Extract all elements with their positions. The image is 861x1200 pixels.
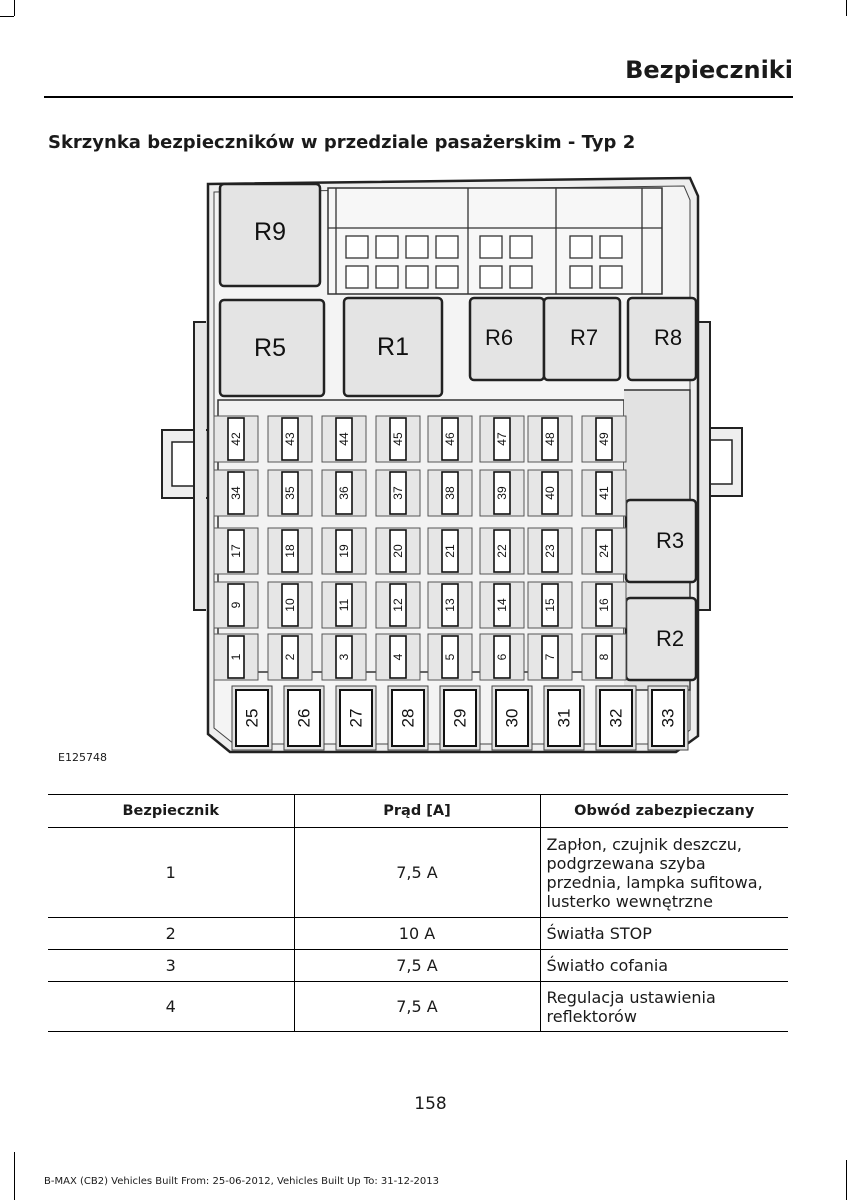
relay-r8-label: R8 <box>653 325 683 350</box>
fuse-28 <box>388 686 428 750</box>
fuse-23-label: 23 <box>543 544 557 558</box>
fuse-10 <box>268 582 312 628</box>
fuse-current: 10 A <box>294 918 540 950</box>
table-row <box>48 950 788 982</box>
fuse-23 <box>528 528 572 574</box>
relay-r6-label: R6 <box>484 325 514 350</box>
fuse-circuit-line: reflektorów <box>546 1006 637 1026</box>
fuse-circuit <box>540 918 788 950</box>
fuse-circuit-line: Światło cofania <box>546 956 669 975</box>
fuse-8-label: 8 <box>597 653 611 661</box>
fuse-24-label: 24 <box>597 544 611 558</box>
fuse-48-label: 48 <box>543 432 557 446</box>
fuse-11 <box>322 582 366 628</box>
fuse-39 <box>480 470 524 516</box>
fuse-7 <box>528 634 572 680</box>
fuse-37-label: 37 <box>391 486 405 500</box>
fuse-26-label: 26 <box>294 708 314 728</box>
fuse-circuit-line: podgrzewana szyba <box>546 853 706 873</box>
fuse-8 <box>582 634 626 680</box>
fuse-number: 1 <box>48 828 294 918</box>
fuse-44 <box>322 416 366 462</box>
relay-r8 <box>628 298 696 380</box>
relay-r5-label: R5 <box>254 334 286 362</box>
fuse-14 <box>480 582 524 628</box>
relay-r6 <box>470 298 544 380</box>
fuse-circuit-line: lusterko wewnętrzne <box>546 891 713 911</box>
fuse-17-label: 17 <box>229 544 243 558</box>
fuse-40 <box>528 470 572 516</box>
fuse-47-label: 47 <box>495 432 509 446</box>
fuse-current: 7,5 A <box>294 950 540 982</box>
fuse-42 <box>214 416 258 462</box>
fuse-35-label: 35 <box>283 486 297 500</box>
table-row <box>48 828 788 918</box>
footer-vehicle-info: B-MAX (CB2) Vehicles Built From: 25-06-2012, Vehicles Built Up To: 31-12-2013 <box>44 1176 439 1187</box>
left-side-tab <box>194 322 206 610</box>
fuse-33-label: 33 <box>658 708 678 728</box>
relay-r7 <box>544 298 620 380</box>
crop-mark-bottom-left-v <box>14 1152 15 1200</box>
fuse-6 <box>480 634 524 680</box>
fuse-47 <box>480 416 524 462</box>
fuse-number: 3 <box>48 950 294 982</box>
crop-mark-top-left-h <box>0 16 14 17</box>
fuse-box-svg <box>150 170 750 760</box>
fuse-16-label: 16 <box>597 598 611 612</box>
diagram-reference-code: E125748 <box>58 751 107 764</box>
fuse-18-label: 18 <box>283 544 297 558</box>
fuse-1-label: 1 <box>229 653 243 661</box>
fuse-21-label: 21 <box>443 544 457 558</box>
fuse-41-label: 41 <box>597 486 611 500</box>
fuse-circuit <box>540 950 788 982</box>
table-row <box>48 982 788 1032</box>
fuse-20 <box>376 528 420 574</box>
fuse-20-label: 20 <box>391 544 405 558</box>
fuse-4-label: 4 <box>391 653 405 661</box>
fuse-42-label: 42 <box>229 432 243 446</box>
fuse-31 <box>544 686 584 750</box>
fuse-table <box>48 794 788 1032</box>
fuse-15 <box>528 582 572 628</box>
fuse-11-label: 11 <box>337 598 351 612</box>
fuse-35 <box>268 470 312 516</box>
fuse-circuit-line: Światła STOP <box>546 924 652 943</box>
fuse-32 <box>596 686 636 750</box>
fuse-19 <box>322 528 366 574</box>
fuse-2 <box>268 634 312 680</box>
fuse-2-label: 2 <box>283 653 297 661</box>
fuse-27 <box>336 686 376 750</box>
fuse-18 <box>268 528 312 574</box>
fuse-circuit-line: Zapłon, czujnik deszczu, <box>546 834 742 854</box>
column-header-current: Prąd [A] <box>294 795 540 828</box>
fuse-49-label: 49 <box>597 432 611 446</box>
fuse-27-label: 27 <box>346 708 366 728</box>
fuse-current: 7,5 A <box>294 982 540 1032</box>
fuse-15-label: 15 <box>543 598 557 612</box>
fuse-38-label: 38 <box>443 486 457 500</box>
relay-r9 <box>220 184 320 286</box>
table-header-row <box>48 795 788 828</box>
fuse-1 <box>214 634 258 680</box>
relay-r3-label: R3 <box>655 528 685 553</box>
fuse-12 <box>376 582 420 628</box>
fuse-30 <box>492 686 532 750</box>
fuse-39-label: 39 <box>495 486 509 500</box>
fuse-circuit-line: Regulacja ustawienia <box>546 987 716 1007</box>
fuse-17 <box>214 528 258 574</box>
fuse-6-label: 6 <box>495 653 509 661</box>
fuse-current: 7,5 A <box>294 828 540 918</box>
right-side-tab <box>698 322 710 610</box>
fuse-25-label: 25 <box>242 708 262 728</box>
fuse-14-label: 14 <box>495 598 509 612</box>
fuse-31-label: 31 <box>554 708 574 728</box>
fuse-12-label: 12 <box>391 598 405 612</box>
fuse-grid <box>214 416 626 680</box>
crop-mark-top-right-v <box>846 0 847 16</box>
fuse-36 <box>322 470 366 516</box>
relay-r9-label: R9 <box>254 218 286 246</box>
fuse-30-label: 30 <box>502 708 522 728</box>
crop-mark-bottom-right-v <box>846 1160 847 1200</box>
fuse-40-label: 40 <box>543 486 557 500</box>
fuse-48 <box>528 416 572 462</box>
relay-r5 <box>220 300 324 396</box>
fuse-46 <box>428 416 472 462</box>
fuse-44-label: 44 <box>337 432 351 446</box>
fuse-5-label: 5 <box>443 653 457 661</box>
fuse-7-label: 7 <box>543 653 557 661</box>
fuse-32-label: 32 <box>606 708 626 728</box>
relay-r3 <box>626 500 696 582</box>
relay-r2 <box>626 598 696 680</box>
fuse-49 <box>582 416 626 462</box>
fuse-29 <box>440 686 480 750</box>
fuse-circuit <box>540 828 788 918</box>
fuse-21 <box>428 528 472 574</box>
table-row <box>48 918 788 950</box>
relay-r2-label: R2 <box>655 626 685 651</box>
fuse-3 <box>322 634 366 680</box>
relay-r7-label: R7 <box>569 325 599 350</box>
fuse-22 <box>480 528 524 574</box>
fuse-circuit-line: przednia, lampka sufitowa, <box>546 872 763 892</box>
fuse-19-label: 19 <box>337 544 351 558</box>
fuse-5 <box>428 634 472 680</box>
fuse-34-label: 34 <box>229 486 243 500</box>
column-header-fuse: Bezpiecznik <box>48 795 294 828</box>
fuse-box-diagram <box>150 170 750 760</box>
fuse-24 <box>582 528 626 574</box>
fuse-28-label: 28 <box>398 708 418 728</box>
fuse-25 <box>232 686 272 750</box>
fuse-13-label: 13 <box>443 598 457 612</box>
fuse-10-label: 10 <box>283 598 297 612</box>
page-title: Bezpieczniki <box>625 56 793 84</box>
relay-r1-label: R1 <box>377 333 409 361</box>
fuse-3-label: 3 <box>337 653 351 661</box>
fuse-circuit <box>540 982 788 1032</box>
fuse-13 <box>428 582 472 628</box>
crop-mark-top-left-v <box>14 0 15 16</box>
fuse-34 <box>214 470 258 516</box>
fuse-45-label: 45 <box>391 432 405 446</box>
fuse-16 <box>582 582 626 628</box>
fuse-37 <box>376 470 420 516</box>
fuse-number: 2 <box>48 918 294 950</box>
header-rule <box>44 96 793 98</box>
fuse-45 <box>376 416 420 462</box>
bottom-fuse-row <box>232 686 688 750</box>
fuse-43 <box>268 416 312 462</box>
fuse-number: 4 <box>48 982 294 1032</box>
fuse-4 <box>376 634 420 680</box>
fuse-33 <box>648 686 688 750</box>
column-header-circuit: Obwód zabezpieczany <box>540 795 788 828</box>
fuse-46-label: 46 <box>443 432 457 446</box>
fuse-29-label: 29 <box>450 708 470 728</box>
fuse-26 <box>284 686 324 750</box>
fuse-9 <box>214 582 258 628</box>
fuse-43-label: 43 <box>283 432 297 446</box>
fuse-41 <box>582 470 626 516</box>
section-title: Skrzynka bezpieczników w przedziale pasażerskim - Typ 2 <box>48 132 636 153</box>
relay-r1 <box>344 298 442 396</box>
fuse-38 <box>428 470 472 516</box>
fuse-9-label: 9 <box>229 601 243 609</box>
page-number: 158 <box>414 1094 447 1114</box>
fuse-36-label: 36 <box>337 486 351 500</box>
fuse-22-label: 22 <box>495 544 509 558</box>
